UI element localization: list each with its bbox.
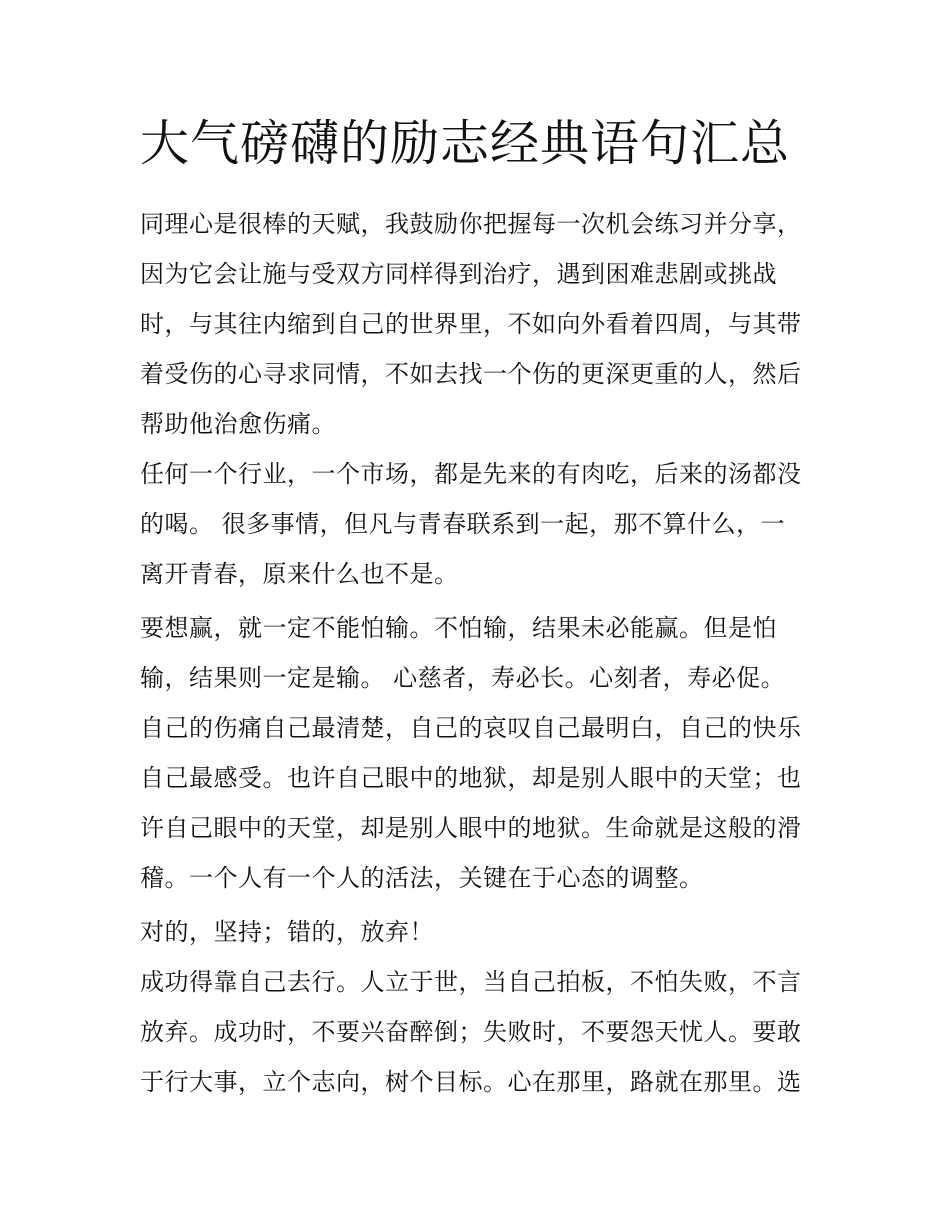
text-line: 要想赢，就一定不能怕输。不怕输，结果未必能赢。但是怕 [140, 614, 777, 642]
text-line: 对的，坚持；错的，放弃！ [140, 918, 434, 946]
text-line: 着受伤的心寻求同情，不如去找一个伤的更深更重的人，然后 [140, 360, 802, 388]
text-line: 同理心是很棒的天赋，我鼓励你把握每一次机会练习并分享， [140, 210, 802, 238]
text-line: 自己的伤痛自己最清楚，自己的哀叹自己最明白，自己的快乐 [140, 714, 802, 742]
text-line: 自己最感受。也许自己眼中的地狱，却是别人眼中的天堂；也 [140, 764, 802, 792]
text-line: 因为它会让施与受双方同样得到治疗，遇到困难悲剧或挑战 [140, 260, 777, 288]
text-line: 稽。一个人有一个人的活法，关键在于心态的调整。 [140, 864, 704, 892]
text-line: 放弃。成功时，不要兴奋醉倒；失败时，不要怨天忧人。要敢 [140, 1018, 802, 1046]
text-line: 时，与其往内缩到自己的世界里，不如向外看着四周，与其带 [140, 310, 802, 338]
text-line: 帮助他治愈伤痛。 [140, 410, 336, 438]
text-line: 输，结果则一定是输。 心慈者，寿必长。心刻者，寿必促。 [140, 664, 786, 692]
document-title: 大气磅礴的励志经典语句汇总 [140, 115, 791, 172]
text-line: 于行大事，立个志向，树个目标。心在那里，路就在那里。选 [140, 1068, 802, 1096]
text-line: 任何一个行业，一个市场，都是先来的有肉吃，后来的汤都没 [140, 460, 802, 488]
text-line: 的喝。 很多事情，但凡与青春联系到一起，那不算什么，一 [140, 510, 786, 538]
text-line: 许自己眼中的天堂，却是别人眼中的地狱。生命就是这般的滑 [140, 814, 802, 842]
text-line: 离开青春，原来什么也不是。 [140, 560, 459, 588]
text-line: 成功得靠自己去行。人立于世，当自己拍板，不怕失败，不言 [140, 968, 802, 996]
